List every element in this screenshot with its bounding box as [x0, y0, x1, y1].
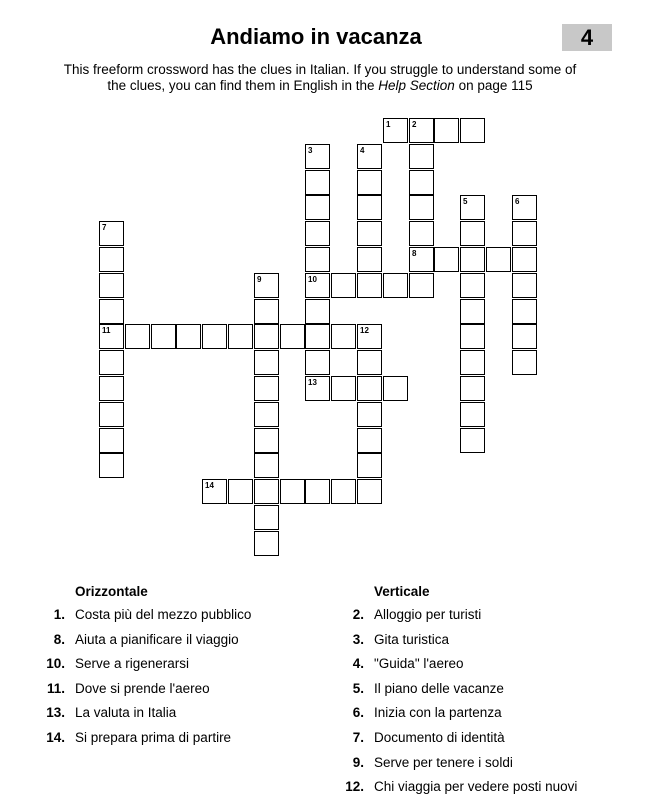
crossword-cell[interactable] [331, 479, 356, 504]
crossword-cell[interactable] [357, 402, 382, 427]
crossword-cell[interactable] [305, 195, 330, 220]
crossword-cell[interactable] [99, 247, 124, 272]
down-clue [352, 607, 577, 632]
crossword-cell[interactable] [331, 376, 356, 401]
help-section-reference: Help Section [378, 78, 455, 93]
clue-text: Chi viaggia per vedere posti nuovi [374, 779, 578, 795]
crossword-cell[interactable] [357, 453, 382, 478]
down-heading: Verticale [374, 584, 430, 599]
crossword-cell[interactable] [305, 350, 330, 375]
crossword-cell[interactable] [99, 350, 124, 375]
crossword-cell[interactable] [434, 247, 459, 272]
crossword-cell[interactable] [357, 221, 382, 246]
crossword-cell[interactable] [99, 376, 124, 401]
clue-text: La valuta in Italia [75, 705, 177, 721]
cell-clue-number: 5 [463, 197, 468, 206]
cell-clue-number: 10 [308, 275, 317, 284]
crossword-cell[interactable] [383, 376, 408, 401]
crossword-cell[interactable] [512, 221, 537, 246]
cell-clue-number: 7 [102, 223, 107, 232]
clue-number: 5. [352, 680, 364, 696]
clue-number: 2. [352, 607, 364, 622]
crossword-cell[interactable] [305, 144, 330, 169]
crossword-cell[interactable] [383, 273, 408, 298]
crossword-cell[interactable] [99, 324, 124, 349]
crossword-cell[interactable] [254, 324, 279, 349]
down-clue [352, 729, 577, 755]
crossword-cell[interactable] [99, 428, 124, 453]
crossword-cell[interactable] [280, 324, 305, 349]
clue-text: Aiuta a pianificare il viaggio [75, 631, 239, 647]
crossword-cell[interactable] [460, 428, 485, 453]
crossword-cell[interactable] [99, 402, 124, 427]
clue-number: 8. [53, 631, 65, 647]
crossword-cell[interactable] [254, 376, 279, 401]
clue-text: Gita turistica [374, 631, 450, 647]
clue-number: 11. [46, 680, 65, 696]
cell-clue-number: 2 [412, 120, 417, 129]
clue-number: 3. [352, 631, 364, 647]
clue-text: Serve per tenere i soldi [374, 754, 513, 770]
down-clue [352, 631, 577, 657]
crossword-cell[interactable] [409, 118, 434, 143]
crossword-cell[interactable] [99, 221, 124, 246]
crossword-cell[interactable] [228, 324, 253, 349]
crossword-cell[interactable] [357, 376, 382, 401]
crossword-cell[interactable] [383, 118, 408, 143]
crossword-cell[interactable] [254, 428, 279, 453]
crossword-cell[interactable] [254, 350, 279, 375]
intro-line-2-start: the clues, you can find them in English in the [107, 78, 379, 93]
crossword-cell[interactable] [305, 221, 330, 246]
crossword-cell[interactable] [409, 144, 434, 169]
cell-clue-number: 9 [257, 275, 262, 284]
down-clue [352, 754, 577, 780]
crossword-cell[interactable] [254, 505, 279, 530]
crossword-cell[interactable] [305, 299, 330, 324]
crossword-cell[interactable] [357, 428, 382, 453]
crossword-cell[interactable] [409, 221, 434, 246]
crossword-cell[interactable] [460, 350, 485, 375]
intro-line-2-end: on page 115 [454, 78, 533, 93]
crossword-cell[interactable] [512, 247, 537, 272]
cell-clue-number: 13 [308, 378, 317, 387]
crossword-cell[interactable] [99, 299, 124, 324]
crossword-cell[interactable] [409, 195, 434, 220]
crossword-cell[interactable] [254, 453, 279, 478]
down-clue [352, 656, 577, 681]
crossword-cell[interactable] [331, 324, 356, 349]
crossword-cell[interactable] [305, 247, 330, 272]
clue-text: Costa più del mezzo pubblico [75, 607, 252, 622]
crossword-cell[interactable] [357, 170, 382, 195]
crossword-cell[interactable] [254, 531, 279, 556]
across-heading: Orizzontale [75, 584, 148, 599]
clue-text: Dove si prende l'aereo [75, 680, 210, 696]
crossword-cell[interactable] [460, 376, 485, 401]
clue-text: Si prepara prima di partire [75, 729, 232, 745]
crossword-cell[interactable] [512, 195, 537, 220]
crossword-cell[interactable] [254, 273, 279, 298]
page-number-badge: 4 [562, 24, 612, 51]
across-clue [46, 656, 251, 681]
down-clue-list [345, 607, 578, 804]
down-clue [345, 779, 578, 804]
clue-text: Serve a rigenerarsi [75, 656, 190, 672]
crossword-cell[interactable] [357, 195, 382, 220]
crossword-cell[interactable] [305, 479, 330, 504]
clue-number: 7. [352, 729, 364, 745]
crossword-cell[interactable] [460, 118, 485, 143]
across-clue [46, 729, 251, 755]
crossword-cell[interactable] [409, 170, 434, 195]
crossword-cell[interactable] [99, 453, 124, 478]
crossword-cell[interactable] [202, 324, 227, 349]
intro-line-1: This freeform crossword has the clues in Italian. If you struggle to understand some of [63, 62, 577, 77]
cell-clue-number: 8 [412, 249, 417, 258]
crossword-cell[interactable] [486, 247, 511, 272]
clue-number: 6. [352, 705, 364, 721]
crossword-cell[interactable] [512, 324, 537, 349]
clue-number: 9. [352, 754, 364, 770]
crossword-cell[interactable] [305, 273, 330, 298]
across-clue [53, 607, 252, 632]
across-clue [46, 705, 251, 730]
cell-clue-number: 12 [360, 326, 369, 335]
cell-clue-number: 6 [515, 197, 520, 206]
clue-number: 4. [352, 656, 364, 672]
crossword-cell[interactable] [409, 273, 434, 298]
crossword-cell[interactable] [460, 324, 485, 349]
crossword-cell[interactable] [254, 402, 279, 427]
crossword-cell[interactable] [202, 479, 227, 504]
crossword-cell[interactable] [357, 273, 382, 298]
cell-clue-number: 1 [386, 120, 391, 129]
clue-text: Il piano delle vacanze [374, 680, 504, 696]
crossword-cell[interactable] [151, 324, 176, 349]
intro-line-2 [40, 78, 600, 94]
crossword-cell[interactable] [460, 247, 485, 272]
clue-text: Alloggio per turisti [374, 607, 482, 622]
clue-number: 10. [46, 656, 65, 672]
across-clue [46, 680, 251, 706]
crossword-cell[interactable] [357, 324, 382, 349]
clue-text: Inizia con la partenza [374, 705, 502, 721]
crossword-cell[interactable] [305, 376, 330, 401]
clue-number: 13. [46, 705, 65, 721]
cell-clue-number: 4 [360, 146, 365, 155]
intro-text [40, 62, 600, 94]
cell-clue-number: 3 [308, 146, 313, 155]
crossword-cell[interactable] [228, 479, 253, 504]
crossword-cell[interactable] [434, 118, 459, 143]
clue-number: 1. [53, 607, 65, 622]
down-clue [352, 680, 577, 706]
page-title: Andiamo in vacanza [210, 24, 422, 49]
crossword-cell[interactable] [280, 479, 305, 504]
crossword-cell[interactable] [331, 273, 356, 298]
crossword-cell[interactable] [460, 195, 485, 220]
crossword-cell[interactable] [357, 479, 382, 504]
crossword-cell[interactable] [512, 299, 537, 324]
crossword-cell[interactable] [176, 324, 201, 349]
crossword-cell[interactable] [254, 479, 279, 504]
crossword-cell[interactable] [460, 402, 485, 427]
crossword-cell[interactable] [99, 273, 124, 298]
crossword-cell[interactable] [254, 299, 279, 324]
crossword-cell[interactable] [305, 324, 330, 349]
clue-text: "Guida" l'aereo [374, 656, 464, 672]
crossword-cell[interactable] [125, 324, 150, 349]
cell-clue-number: 11 [102, 326, 111, 335]
crossword-cell[interactable] [357, 247, 382, 272]
crossword-cell[interactable] [305, 170, 330, 195]
crossword-cell[interactable] [460, 221, 485, 246]
clue-text: Documento di identità [374, 729, 505, 745]
clue-number: 14. [46, 729, 65, 745]
crossword-cell[interactable] [357, 350, 382, 375]
crossword-cell[interactable] [512, 273, 537, 298]
crossword-cell[interactable] [460, 299, 485, 324]
clue-number: 12. [345, 779, 364, 795]
cell-clue-number: 14 [205, 481, 214, 490]
across-clue-list [46, 607, 252, 755]
crossword-cell[interactable] [409, 247, 434, 272]
down-clue [352, 705, 577, 730]
crossword-cell[interactable] [357, 144, 382, 169]
crossword-cell[interactable] [460, 273, 485, 298]
crossword-cell[interactable] [512, 350, 537, 375]
across-clue [53, 631, 251, 657]
